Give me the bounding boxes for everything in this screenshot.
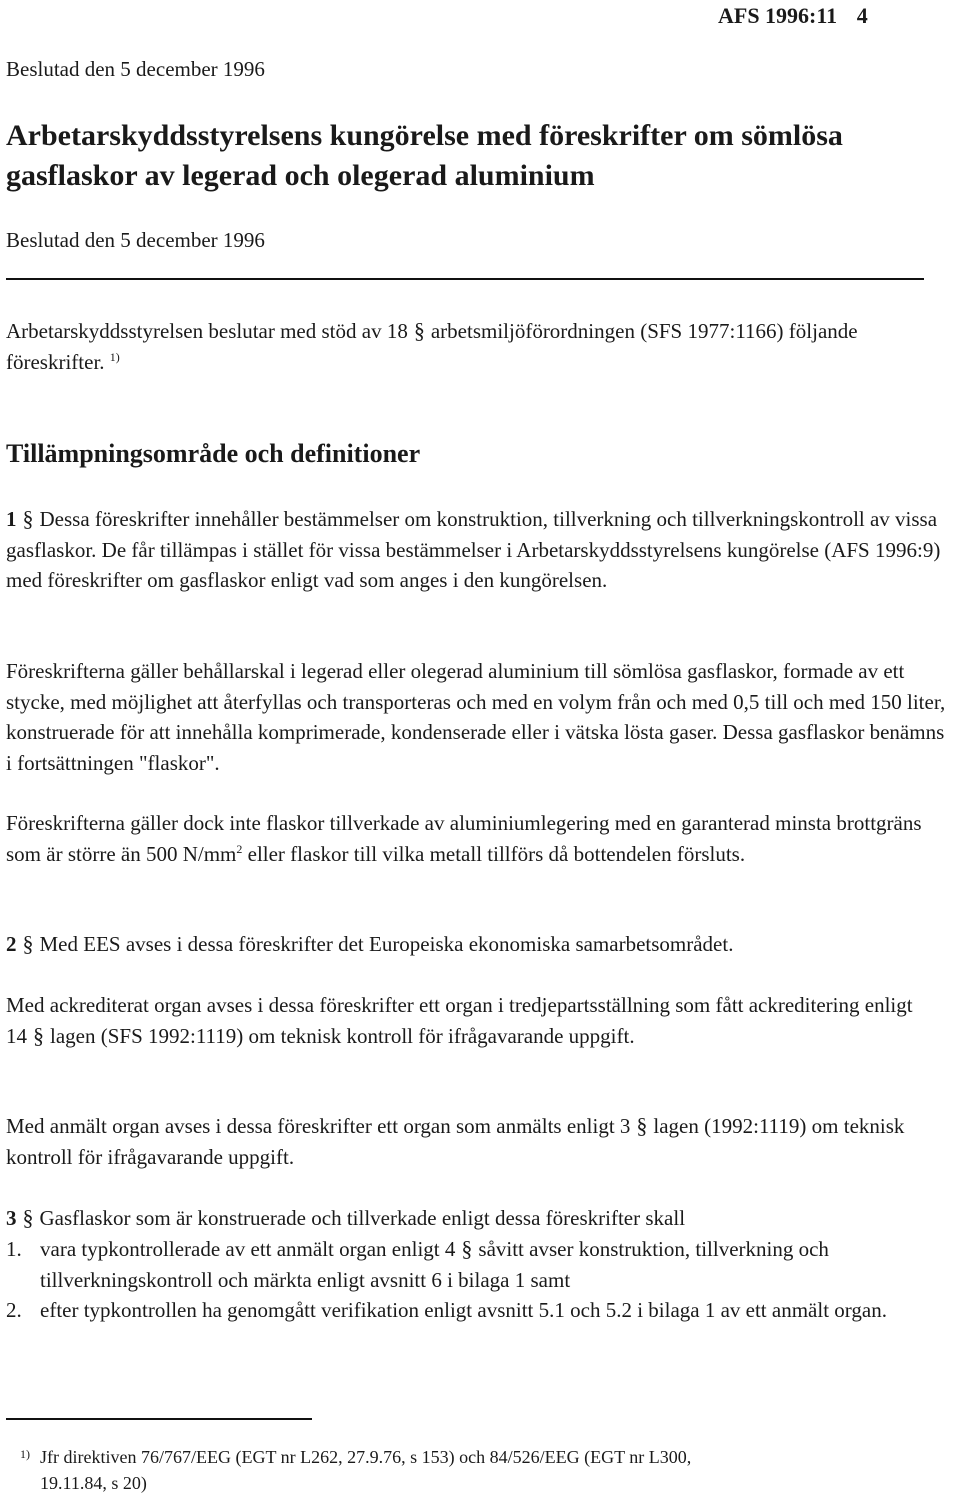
section-number: 3	[6, 1206, 17, 1230]
page-number: 4	[856, 3, 868, 28]
footnote-line-2: 19.11.84, s 20)	[40, 1473, 147, 1493]
paragraph-sign: §	[413, 318, 425, 343]
section-3: 3 § Gasflaskor som är konstruerade och tillverkade enligt dessa föreskrifter skall	[6, 1205, 686, 1230]
accredited-body-paragraph: Med ackrediterat organ avses i dessa föreskrifter ett organ i tredjepartsställning som fått ackreditering enligt 14 § lagen (SFS 1992:1119) om teknisk kontroll för ifrågavarande uppgift.	[6, 993, 913, 1048]
intro-paragraph: Arbetarskyddsstyrelsen beslutar med stöd av 18 § arbetsmiljöförordningen (SFS 1977:1166) följande föreskrifter. $^{1)}$	[6, 318, 858, 374]
list-text: efter typkontrollen ha genomgått verifikation enligt avsnitt 5.1 och 5.2 i bilaga 1 av ett anmält organ.	[40, 1298, 887, 1322]
section-1: 1 § Dessa föreskrifter innehåller bestämmelser om konstruktion, tillverkning och tillverkningskontroll av vissa gasflaskor. De får tillämpas i stället för vissa bestämmelser i Arbetarskyddsstyrelsens kungörelse (AFS 1996:9) med föreskrifter om gasflaskor enligt vad som anges i den kungörelsen.	[6, 506, 941, 592]
document-code: AFS 1996:11	[718, 3, 838, 28]
paragraph-sign: §	[22, 506, 34, 531]
title-divider	[6, 278, 924, 280]
footnote-line-1: Jfr direktiven 76/767/EEG (EGT nr L262, 27.9.76, s 153) och 84/526/EEG (EGT nr L300,	[40, 1447, 692, 1467]
section-heading: Tillämpningsområde och definitioner	[6, 439, 421, 468]
page-header	[718, 2, 868, 30]
exception-paragraph: Föreskrifterna gäller dock inte flaskor tillverkade av aluminiumlegering med en garanterad minsta brottgräns som är större än 500 $N/mm^2$ eller flaskor till vilka metall tillförs då bottendelen försluts.	[6, 811, 922, 866]
top-decided-date: Beslutad den 5 december 1996	[6, 57, 265, 81]
paragraph-sign: §	[33, 1022, 44, 1048]
footnote-reference: 1)	[109, 349, 120, 364]
paragraph-sign: §	[22, 931, 34, 956]
footnote-divider	[6, 1418, 312, 1420]
list-text: vara typkontrollerade av ett anmält organ enligt 4 § såvitt avser konstruktion, tillverkning och tillverkningskontroll och märkta enligt avsnitt 6 i bilaga 1 samt	[40, 1236, 829, 1292]
scope-paragraph: Föreskrifterna gäller behållarskal i legerad eller olegerad aluminium till sömlösa gasflaskor, formade av ett stycke, med möjlighet att återfyllas och transporteras och med en volym från och med 0,5 till och med 150 liter, konstruerade för att innehålla komprimerade, kondenserade eller i vätska lösta gaser. Dessa gasflaskor benämns i fortsättningen "flaskor".	[6, 659, 946, 775]
section-number: 2	[6, 932, 17, 956]
paragraph-sign: §	[22, 1205, 34, 1230]
list-number: 2.	[6, 1298, 22, 1322]
paragraph-sign: §	[461, 1236, 473, 1261]
notified-body-paragraph: Med anmält organ avses i dessa föreskrifter ett organ som anmälts enligt 3 § lagen (1992:1119) om teknisk kontroll för ifrågavarande uppgift.	[6, 1113, 905, 1169]
list-number: 1.	[6, 1237, 22, 1261]
paragraph-sign: §	[636, 1113, 648, 1138]
decided-date: Beslutad den 5 december 1996	[6, 228, 265, 252]
section-2: 2 § Med EES avses i dessa föreskrifter det Europeiska ekonomiska samarbetsområdet.	[6, 931, 734, 956]
document-title: Arbetarskyddsstyrelsens kungörelse med föreskrifter om sömlösa gasflaskor av legerad och olegerad aluminium	[6, 119, 843, 192]
section-number: 1	[6, 507, 17, 531]
